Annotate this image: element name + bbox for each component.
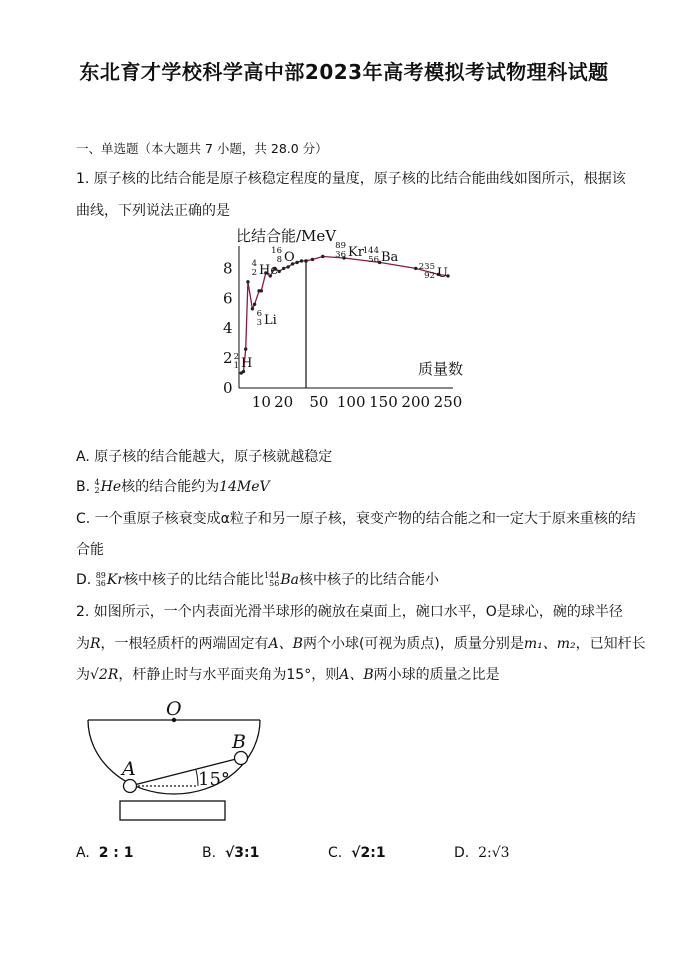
- option-b-key: B.: [76, 479, 95, 495]
- q2-option-d: [454, 844, 510, 862]
- option-key: C.: [328, 845, 343, 861]
- x-tick-label: 200: [401, 393, 431, 411]
- y-tick-label: 0: [223, 379, 233, 397]
- q1-option-a: A. 原子核的结合能越大，原子核就越稳定: [76, 449, 333, 465]
- atomic-number: 8: [276, 255, 282, 265]
- q1-stem-line2: 曲线，下列说法正确的是: [76, 203, 230, 219]
- q1-option-c-line2: 合能: [76, 542, 104, 558]
- mass-number: 2: [233, 352, 239, 362]
- ball-a: [124, 780, 137, 793]
- rod-length: √2R: [90, 667, 119, 683]
- element-symbol: Ba: [381, 250, 399, 265]
- nuclide-label-li: [257, 309, 277, 328]
- element-symbol: O: [284, 250, 295, 265]
- q2-text: 两小球的质量之比是: [373, 667, 500, 683]
- nuclide-label-u: [419, 262, 448, 281]
- chart-y-label: 比结合能/MeV: [236, 227, 337, 245]
- exam-title: 东北育才学校科学高中部2023年高考模拟考试物理科试题: [79, 60, 609, 84]
- data-point: [282, 267, 285, 270]
- he-symbol: He: [100, 479, 122, 495]
- data-point: [251, 307, 254, 310]
- atomic-number: 2: [251, 268, 257, 278]
- y-tick-label: 2: [223, 349, 233, 368]
- kr-symbol: Kr: [106, 572, 125, 588]
- radius-symbol: R: [90, 636, 101, 652]
- label-a: A: [122, 758, 136, 780]
- nuclide-label-h: [234, 352, 253, 371]
- mass-symbols: m₁、m₂: [523, 636, 576, 652]
- q2-option-c: [328, 844, 386, 862]
- y-tick-label: 4: [223, 319, 233, 338]
- x-tick-label: 150: [369, 393, 398, 411]
- nuclide-label-kr: [335, 241, 365, 260]
- mass-number: 16: [271, 246, 282, 256]
- nuclide-label-he: [252, 259, 279, 278]
- option-b-value: 14MeV: [219, 479, 270, 495]
- data-point: [311, 258, 314, 261]
- atomic-number: 3: [256, 318, 262, 328]
- ball-labels: A、B: [268, 636, 303, 652]
- q2-stem-line3: [76, 666, 500, 684]
- q2-text: 两个小球(可视为质点)，质量分别是: [302, 636, 524, 652]
- label-o: O: [166, 698, 182, 720]
- element-symbol: H: [241, 356, 253, 371]
- mass-number: 144: [362, 246, 379, 256]
- bowl-figure: [80, 696, 270, 826]
- data-point: [295, 261, 298, 264]
- option-key: D.: [454, 845, 470, 861]
- data-point: [244, 347, 247, 350]
- option-d-mid: 核中核子的比结合能比: [124, 572, 265, 588]
- x-tick-label: 10: [251, 393, 271, 411]
- q1-option-d: [76, 571, 439, 589]
- data-point: [300, 259, 303, 262]
- ball-labels: A、B: [339, 667, 374, 683]
- q2-text: ，一根轻质杆的两端固定有: [100, 636, 269, 652]
- data-point: [246, 280, 249, 283]
- table-base: [120, 801, 225, 820]
- data-point: [286, 265, 289, 268]
- option-value: 2:√3: [478, 845, 510, 861]
- option-key: A.: [76, 845, 90, 861]
- option-key: B.: [202, 845, 217, 861]
- label-angle: 15°: [198, 769, 230, 790]
- option-b-text: 核的结合能约为: [121, 479, 220, 495]
- element-symbol: U: [437, 266, 448, 281]
- ba-nuclide-index: 144 56: [264, 571, 280, 588]
- q2-option-a: [76, 844, 134, 862]
- option-value: √2:1: [351, 845, 386, 861]
- kr-nuclide-index: 89 36: [95, 571, 106, 588]
- element-symbol: He: [259, 263, 279, 278]
- q2-option-b: [202, 844, 259, 862]
- chart-x-label: 质量数: [418, 360, 464, 378]
- label-b: B: [232, 731, 246, 753]
- he-nuclide-index: 4 2: [94, 478, 100, 495]
- mass-number: 6: [256, 309, 262, 319]
- mass-number: 4: [251, 259, 257, 269]
- atomic-number: 1: [233, 361, 239, 371]
- data-point: [304, 259, 307, 262]
- q2-stem-line2: [76, 635, 646, 653]
- atomic-number: 56: [368, 255, 379, 265]
- q2-stem-line1: 2. 如图所示，一个内表面光滑半球形的碗放在桌面上，碗口水平，O是球心，碗的球半径: [76, 604, 623, 620]
- mass-number: 235: [418, 262, 435, 272]
- data-point: [260, 289, 263, 292]
- option-value: 2 : 1: [98, 845, 134, 861]
- q1-stem-line1: 1. 原子核的比结合能是原子核稳定程度的量度，原子核的比结合能曲线如图所示，根据该: [76, 171, 626, 187]
- element-symbol: Kr: [348, 245, 364, 260]
- nuclide-label-ba: [363, 246, 399, 265]
- option-value: √3:1: [224, 845, 260, 861]
- binding-energy-chart: [220, 224, 470, 412]
- data-point: [321, 255, 324, 258]
- option-d-key: D.: [76, 572, 96, 588]
- x-tick-label: 20: [274, 393, 294, 411]
- data-point: [253, 303, 256, 306]
- q1-option-c-line1: C. 一个重原子核衰变成α粒子和另一原子核，衰变产物的结合能之和一定大于原来重核的结: [76, 511, 636, 527]
- q2-text: ，杆静止时与水平面夹角为15°，则: [118, 667, 340, 683]
- x-tick-label: 250: [433, 393, 463, 411]
- element-symbol: Li: [264, 313, 277, 328]
- q2-text: 为: [76, 667, 90, 683]
- y-tick-label: 6: [223, 289, 233, 308]
- section-heading: 一、单选题（本大题共 7 小题，共 28.0 分）: [76, 141, 328, 156]
- data-point: [414, 267, 417, 270]
- atomic-number: 36: [335, 250, 346, 260]
- q1-option-b: [76, 478, 270, 496]
- ba-symbol: Ba: [280, 572, 299, 588]
- q2-text: ，已知杆长: [575, 636, 646, 652]
- option-d-end: 核中核子的比结合能小: [298, 572, 439, 588]
- x-tick-label: 100: [336, 393, 366, 411]
- x-tick-label: 50: [309, 393, 329, 411]
- y-tick-label: 8: [223, 259, 233, 278]
- atomic-number: 92: [424, 271, 435, 281]
- q2-text: 为: [76, 636, 90, 652]
- ball-b: [235, 752, 248, 765]
- mass-number: 89: [335, 241, 346, 251]
